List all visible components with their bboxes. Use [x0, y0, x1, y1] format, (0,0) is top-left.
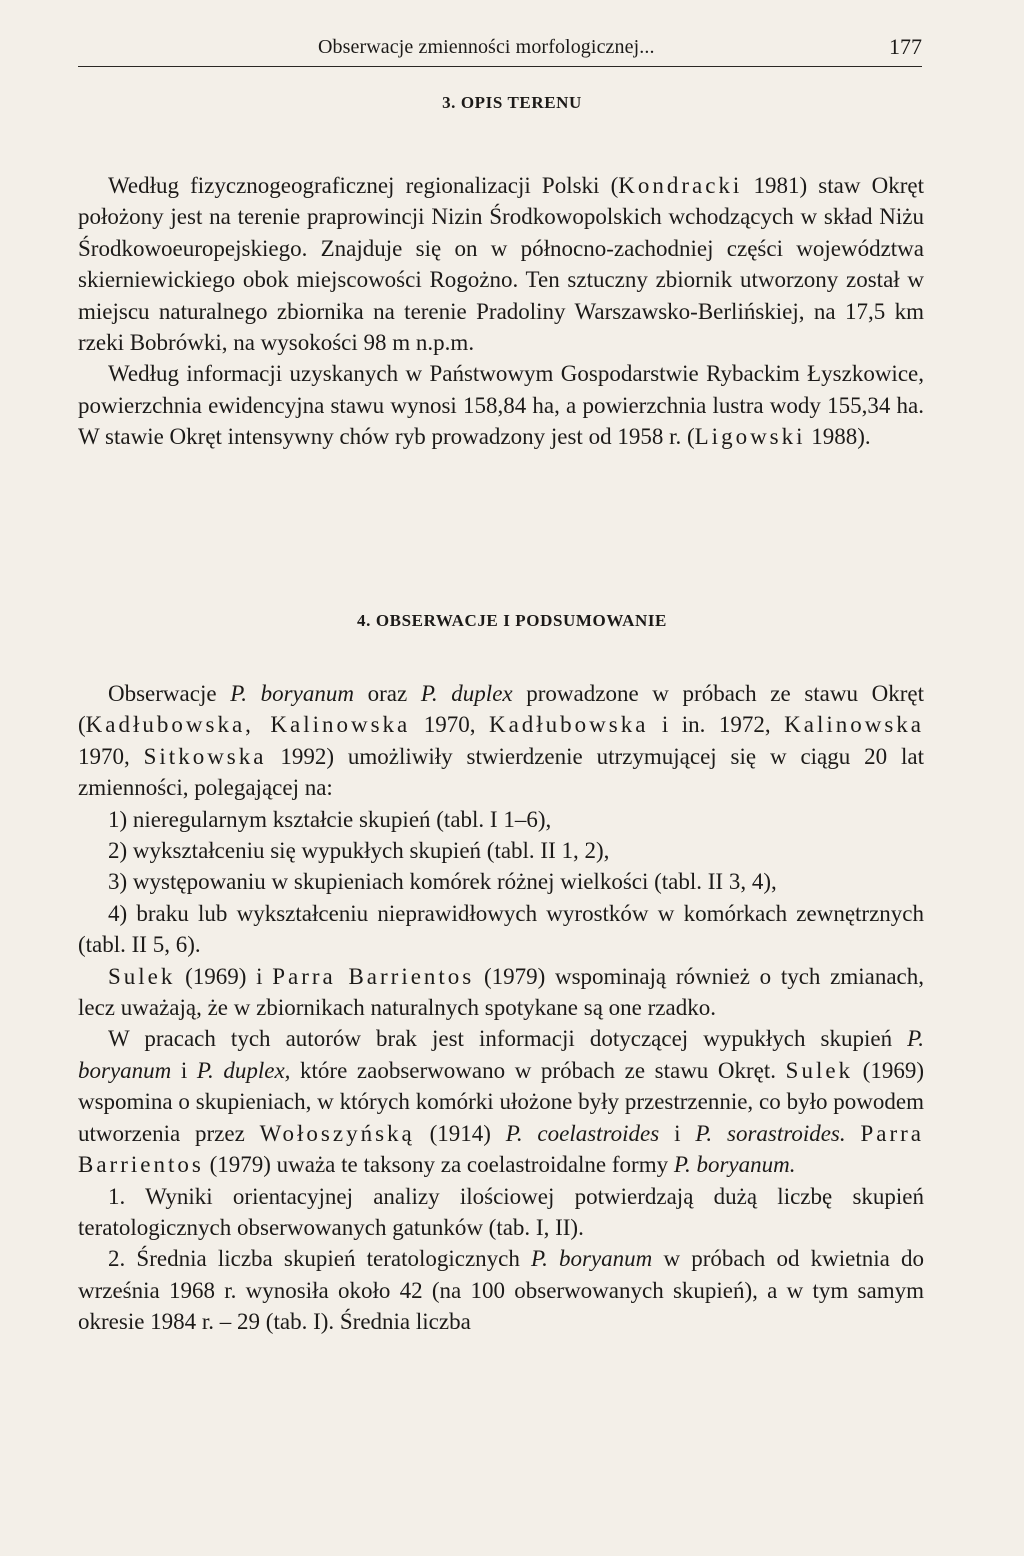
author-name: Kadłubowska [488, 712, 649, 738]
section-4-heading: 4. OBSERWACJE I PODSUMOWANIE [357, 611, 667, 630]
author-name: Wołoszyńską [259, 1120, 415, 1146]
text-run: (1979) wspominają również o tych zmianach, lecz uważają, że w zbiornikach naturalnych spotykane są one rzadko. [78, 963, 924, 1021]
text-run: Według informacji uzyskanych w Państwowym Gospodarstwie Rybackim Łyszkowice, powierzchnia ewidencyjna stawu wynosi 158,84 ha, a powierzchnia lustra wody 155,34 ha. W stawie Okręt intensywny chów ryb prowadzony jest od 1958 r. ( [78, 361, 924, 450]
text-run: W pracach tych autorów brak jest informacji dotyczącej wypukłych skupień [108, 1026, 908, 1052]
list-item: 4) braku lub wykształceniu nieprawidłowych wyrostków w komórkach zewnętrznych (tabl. II 5, 6). [78, 900, 924, 958]
section-4-body [78, 678, 924, 1338]
author-name: Sulek [785, 1057, 854, 1083]
text-run: Według fizycznogeograficznej regionalizacji Polski ( [108, 173, 619, 198]
author-name: Sitkowska [143, 743, 267, 769]
text-run: 1970, [410, 712, 489, 738]
list-item: 1) nieregularnym kształcie skupień (tabl. I 1–6), [108, 806, 552, 832]
text-run: (1969) wspomina o skupieniach, w których komórki ułożone były przestrzennie, co było powodem utworzenia przez [78, 1057, 924, 1146]
text-run: i [171, 1057, 197, 1083]
text-run: (1914) [414, 1120, 506, 1146]
text-run: 2. Średnia liczba skupień teratologicznych [108, 1246, 532, 1272]
author-name: Kalinowska [784, 712, 924, 738]
paragraph: 1. Wyniki orientacyjnej analizy ilościowej potwierdzają dużą liczbę skupień teratologicznych obserwowanych gatunków (tab. I, II). [78, 1183, 924, 1240]
list-item: 2) wykształceniu się wypukłych skupień (tabl. II 1, 2), [108, 838, 610, 864]
text-run: oraz [353, 681, 421, 706]
text-run: 1992) umożliwiły stwierdzenie utrzymującej się w ciągu 20 lat zmienności, polegającej na: [78, 743, 924, 801]
taxon-name: P. boryanum [531, 1246, 653, 1272]
author-name: Parra Barrientos [78, 1120, 925, 1178]
paragraph [78, 678, 924, 804]
taxon-name: P. duplex, [196, 1057, 291, 1083]
taxon-name: P. boryanum [230, 681, 354, 706]
text-run [846, 1121, 861, 1146]
text-run: w próbach od kwietnia do września 1968 r. wynosiła około 42 (na 100 obserwowanych skupień), a w tym samym okresie 1984 r. – 29 (tab. I). Średnia liczba [78, 1246, 924, 1335]
taxon-name: P. boryanum [78, 1026, 924, 1083]
text-run: i [659, 1120, 696, 1146]
text-run: 1981) staw Okręt położony jest na terenie praprowincji Nizin Środkowopolskich wchodzących w skład Niżu Środkowoeuropejskiego. Znajduje się on w północno-zachodniej części województwa skierniewickiego obok miejscowości Rogożno. Ten sztuczny zbiornik utworzony został w miejscu naturalnego zbiornika na terenie Pradoliny Warszawsko-Berlińskiej, na 17,5 km rzeki Bobrówki, na wysokości 98 m n.p.m. [78, 173, 924, 356]
running-head-title: Obserwacje zmienności morfologicznej... [318, 36, 655, 58]
paragraph [78, 1243, 924, 1337]
text-run: i in. 1972, [648, 712, 785, 738]
author-name: Sulek [108, 963, 176, 989]
paragraph [78, 961, 924, 1024]
running-head [78, 36, 922, 67]
text-run: 1988). [805, 424, 871, 450]
text-run: prowadzone w próbach ze stawu Okręt ( [78, 681, 925, 738]
section-3-heading: 3. OPIS TERENU [442, 93, 582, 112]
text-run: 1970, [78, 743, 144, 769]
taxon-name: P. coelastroides [505, 1120, 660, 1146]
paragraph [78, 1023, 924, 1180]
list-item: 3) występowaniu w skupieniach komórek różnej wielkości (tabl. II 3, 4), [108, 869, 777, 895]
author-name: Ligowski [694, 424, 806, 450]
taxon-name: P. duplex [420, 681, 513, 706]
text-run: które zaobserwowano w próbach ze stawu Okręt. [290, 1057, 786, 1083]
author-name: Kondracki [618, 173, 743, 198]
taxon-name: P. sorastroides. [695, 1120, 846, 1146]
text-run: Obserwacje [108, 681, 231, 706]
paragraph [78, 358, 924, 452]
section-3-body [78, 170, 924, 453]
paragraph [78, 170, 924, 358]
text-run: (1969) i [175, 963, 273, 989]
author-name: Kadłubowska, Kalinowska [85, 712, 411, 738]
text-run: (1979) uważa te taksony za coelastroidalne formy [203, 1152, 674, 1178]
author-name: Parra Barrientos [272, 963, 475, 989]
page-number: 177 [889, 34, 922, 59]
taxon-name: P. boryanum. [673, 1152, 796, 1178]
